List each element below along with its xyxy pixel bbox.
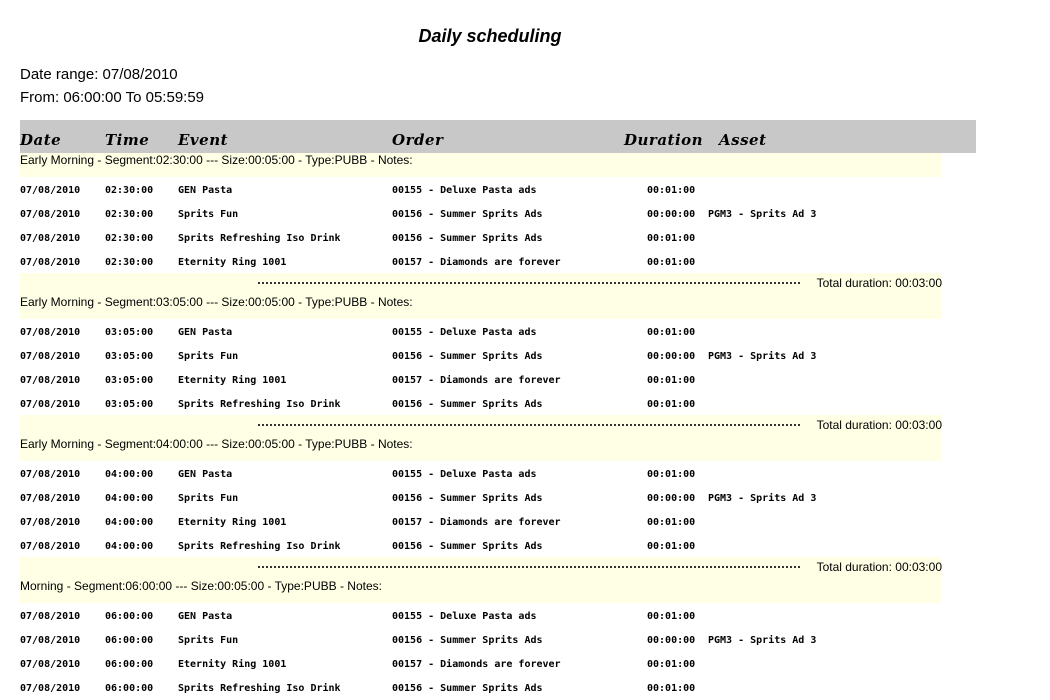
cell-order: 00155 - Deluxe Pasta ads [392,611,537,622]
cell-event: Sprits Refreshing Iso Drink [178,233,341,244]
time-range: From: 06:00:00 To 05:59:59 [20,89,205,106]
cell-asset: PGM3 - Sprits Ad 3 [708,493,817,504]
segment-total-row [20,415,942,437]
cell-duration: 00:00:00 [647,635,696,646]
cell-order: 00155 - Deluxe Pasta ads [392,185,537,196]
cell-duration: 00:01:00 [647,611,696,622]
column-header-time: Time [105,131,150,149]
cell-event: Eternity Ring 1001 [178,257,287,268]
cell-time: 06:00:00 [105,611,154,622]
cell-time: 04:00:00 [105,469,154,480]
cell-event: Sprits Refreshing Iso Drink [178,683,341,694]
cell-time: 04:00:00 [105,541,154,552]
cell-event: Eternity Ring 1001 [178,659,287,670]
cell-asset: PGM3 - Sprits Ad 3 [708,635,817,646]
segment-header-text: Early Morning - Segment:02:30:00 --- Size:00:05:00 - Type:PUBB - Notes: [20,153,413,167]
cell-duration: 00:01:00 [647,469,696,480]
segment-header [20,579,942,603]
cell-duration: 00:00:00 [647,493,696,504]
table-row [20,533,976,557]
cell-date: 07/08/2010 [20,351,81,362]
cell-duration: 00:01:00 [647,375,696,386]
table-row [20,225,976,249]
column-header-order: Order [392,131,444,149]
cell-order: 00157 - Diamonds are forever [392,375,561,386]
date-range: Date range: 07/08/2010 [20,66,178,83]
cell-order: 00157 - Diamonds are forever [392,659,561,670]
cell-order: 00155 - Deluxe Pasta ads [392,469,537,480]
cell-date: 07/08/2010 [20,185,81,196]
cell-time: 04:00:00 [105,493,154,504]
cell-date: 07/08/2010 [20,257,81,268]
table-row [20,627,976,651]
table-row [20,461,976,485]
segment-header-text: Early Morning - Segment:04:00:00 --- Size:00:05:00 - Type:PUBB - Notes: [20,437,413,451]
dotted-leader [258,424,800,426]
segment-total-row [20,557,942,579]
cell-date: 07/08/2010 [20,635,81,646]
cell-date: 07/08/2010 [20,375,81,386]
table-row [20,367,976,391]
page-title: Daily scheduling [418,26,562,46]
cell-duration: 00:01:00 [647,683,696,694]
cell-time: 03:05:00 [105,351,154,362]
cell-event: Sprits Refreshing Iso Drink [178,541,341,552]
cell-time: 02:30:00 [105,233,154,244]
cell-time: 03:05:00 [105,327,154,338]
cell-time: 03:05:00 [105,399,154,410]
cell-date: 07/08/2010 [20,399,81,410]
total-duration: Total duration: 00:03:00 [816,418,942,432]
cell-time: 04:00:00 [105,517,154,528]
dotted-leader [258,566,800,568]
cell-date: 07/08/2010 [20,517,81,528]
total-duration: Total duration: 00:03:00 [816,276,942,290]
cell-order: 00157 - Diamonds are forever [392,257,561,268]
table-row [20,603,976,627]
cell-duration: 00:01:00 [647,541,696,552]
cell-order: 00156 - Summer Sprits Ads [392,399,543,410]
segment-total-row [20,273,942,295]
table-row [20,485,976,509]
cell-asset: PGM3 - Sprits Ad 3 [708,351,817,362]
column-header-event: Event [178,131,229,149]
cell-event: Eternity Ring 1001 [178,375,287,386]
cell-time: 02:30:00 [105,209,154,220]
cell-event: Sprits Fun [178,209,239,220]
cell-date: 07/08/2010 [20,233,81,244]
cell-event: GEN Pasta [178,611,233,622]
table-row [20,343,976,367]
cell-date: 07/08/2010 [20,611,81,622]
table-row [20,651,976,675]
schedule-table [20,120,976,699]
cell-event: GEN Pasta [178,185,233,196]
cell-duration: 00:01:00 [647,327,696,338]
cell-event: GEN Pasta [178,327,233,338]
cell-date: 07/08/2010 [20,327,81,338]
cell-duration: 00:01:00 [647,257,696,268]
cell-date: 07/08/2010 [20,683,81,694]
cell-date: 07/08/2010 [20,659,81,670]
table-row [20,509,976,533]
segment-header [20,437,942,461]
cell-asset: PGM3 - Sprits Ad 3 [708,209,817,220]
cell-event: Sprits Fun [178,635,239,646]
cell-order: 00156 - Summer Sprits Ads [392,541,543,552]
cell-duration: 00:01:00 [647,517,696,528]
segments [20,153,976,699]
segment-header [20,295,942,319]
cell-order: 00156 - Summer Sprits Ads [392,209,543,220]
cell-order: 00156 - Summer Sprits Ads [392,635,543,646]
cell-order: 00156 - Summer Sprits Ads [392,683,543,694]
total-duration: Total duration: 00:03:00 [816,560,942,574]
column-header-asset: Asset [719,131,767,149]
cell-order: 00156 - Summer Sprits Ads [392,493,543,504]
table-row [20,391,976,415]
cell-event: Sprits Fun [178,493,239,504]
table-header [20,120,976,153]
cell-time: 06:00:00 [105,659,154,670]
cell-duration: 00:01:00 [647,233,696,244]
cell-duration: 00:00:00 [647,351,696,362]
segment-header-text: Morning - Segment:06:00:00 --- Size:00:05:00 - Type:PUBB - Notes: [20,579,382,593]
table-row [20,201,976,225]
cell-duration: 00:00:00 [647,209,696,220]
table-row [20,177,976,201]
segment-header-text: Early Morning - Segment:03:05:00 --- Size:00:05:00 - Type:PUBB - Notes: [20,295,413,309]
table-row [20,675,976,699]
table-row [20,249,976,273]
cell-time: 02:30:00 [105,257,154,268]
cell-date: 07/08/2010 [20,541,81,552]
cell-duration: 00:01:00 [647,659,696,670]
cell-date: 07/08/2010 [20,469,81,480]
cell-date: 07/08/2010 [20,493,81,504]
cell-event: Sprits Fun [178,351,239,362]
column-header-date: Date [20,131,62,149]
cell-time: 03:05:00 [105,375,154,386]
table-row [20,319,976,343]
cell-event: Eternity Ring 1001 [178,517,287,528]
cell-duration: 00:01:00 [647,185,696,196]
cell-time: 06:00:00 [105,635,154,646]
cell-order: 00155 - Deluxe Pasta ads [392,327,537,338]
cell-time: 02:30:00 [105,185,154,196]
cell-event: Sprits Refreshing Iso Drink [178,399,341,410]
cell-order: 00157 - Diamonds are forever [392,517,561,528]
dotted-leader [258,282,800,284]
column-header-duration: Duration [624,131,704,149]
cell-event: GEN Pasta [178,469,233,480]
cell-order: 00156 - Summer Sprits Ads [392,351,543,362]
cell-date: 07/08/2010 [20,209,81,220]
cell-time: 06:00:00 [105,683,154,694]
cell-duration: 00:01:00 [647,399,696,410]
cell-order: 00156 - Summer Sprits Ads [392,233,543,244]
segment-header [20,153,942,177]
